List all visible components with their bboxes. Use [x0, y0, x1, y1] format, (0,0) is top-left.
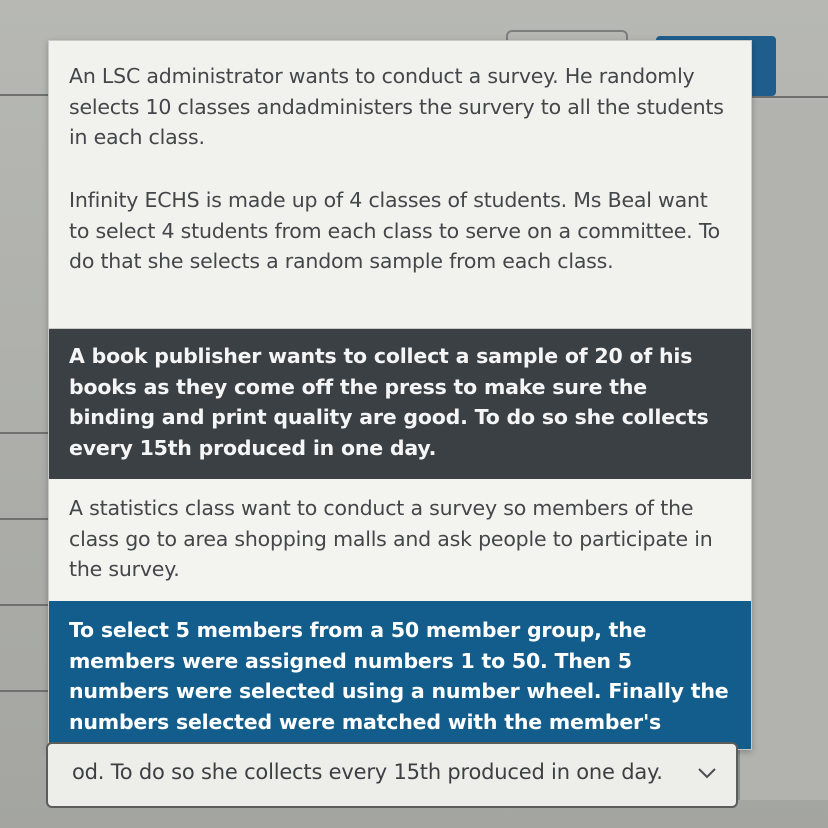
background-divider — [0, 518, 48, 520]
dropdown-option[interactable] — [49, 185, 751, 329]
dropdown-option-selected[interactable] — [49, 601, 751, 749]
option-label: To select 5 members from a 50 member group, the members were assigned numbers 1 to 50. Then 5 numbers were selected using a number wheel. Finally the numbers selected were matched with the member's — [69, 618, 729, 734]
background-divider — [0, 604, 48, 606]
dropdown-list — [48, 40, 752, 750]
option-label: A statistics class want to conduct a survey so members of the class go to area shopping malls and ask people to participate in the survey. — [69, 496, 713, 581]
option-label: A book publisher wants to collect a sample of 20 of his books as they come off the press to make sure the binding and print quality are good. To do so she collects every 15th produced in one day. — [69, 344, 709, 460]
background-divider — [750, 96, 828, 98]
background-divider — [0, 94, 48, 96]
dropdown-option[interactable] — [49, 61, 751, 153]
option-label: Infinity ECHS is made up of 4 classes of students. Ms Beal want to select 4 students from each class to serve on a committee. To do that she selects a random sample from each class. — [69, 188, 720, 273]
option-label: An LSC administrator wants to conduct a survey. He randomly selects 10 classes andadministers the survery to all the students in each class. — [69, 64, 724, 149]
select-value: od. To do so she collects every 15th produced in one day. — [72, 760, 663, 784]
chevron-down-icon[interactable] — [696, 762, 718, 784]
background-divider — [0, 432, 48, 434]
background-divider — [0, 690, 48, 692]
dropdown-option-hovered[interactable] — [49, 329, 751, 479]
answer-select[interactable] — [46, 742, 738, 808]
dropdown-option[interactable] — [49, 479, 751, 601]
